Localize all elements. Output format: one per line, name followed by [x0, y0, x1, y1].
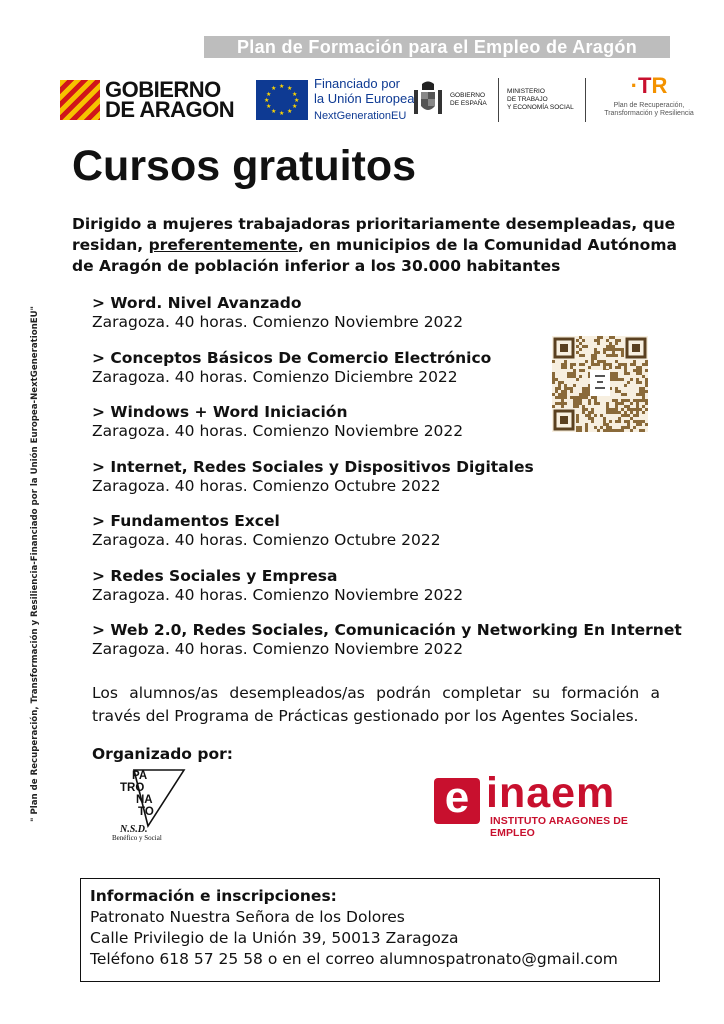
logo-divider: [585, 78, 586, 122]
info-box: [80, 878, 660, 982]
prtr-logo-icon: ·TR: [630, 73, 668, 98]
course-item: [92, 567, 702, 622]
patronato-logo: [98, 768, 194, 844]
course-detail: Zaragoza. 40 horas. Comienzo Noviembre 2022: [92, 640, 464, 658]
patronato-subtitle: Benéfico y Social: [112, 834, 162, 842]
course-detail: Zaragoza. 40 horas. Comienzo Noviembre 2022: [92, 313, 464, 331]
top-banner: Plan de Formación para el Empleo de Aragón: [204, 36, 670, 58]
patronato-word: PA: [132, 770, 148, 782]
gobierno-line-2: DE ESPAÑA: [450, 100, 487, 107]
course-title: > Word. Nivel Avanzado: [92, 294, 302, 312]
patronato-nsd: N.S.D.: [120, 824, 148, 835]
course-item: [92, 621, 702, 676]
inaem-logo: [434, 769, 664, 839]
ministerio-line-2: DE TRABAJO: [507, 96, 548, 103]
gobierno-espana-logo: [412, 76, 594, 124]
course-detail: Zaragoza. 40 horas. Comienzo Noviembre 2022: [92, 422, 464, 440]
eu-line-3: NextGenerationEU: [314, 110, 407, 122]
eu-funding-logo: [256, 76, 414, 124]
eu-line-2: la Unión Europea: [314, 91, 415, 106]
sponsor-logos: [60, 74, 710, 128]
info-address: Calle Privilegio de la Unión 39, 50013 Zaragoza: [90, 929, 459, 947]
practicas-paragraph: Los alumnos/as desempleados/as podrán completar su formación a través del Programa de Prácticas gestionado por los Agentes Sociales.: [92, 684, 660, 725]
patronato-word: NA: [136, 794, 153, 806]
intro-before: Dirigido a mujeres trabajadoras prioritariamente desempleadas, que residan,: [72, 215, 676, 254]
intro-after: , en municipios de la Comunidad Autónoma de Aragón de población inferior a los 30.000 habitantes: [72, 236, 677, 275]
prtr-line-2: Transformación y Resiliencia: [604, 110, 694, 117]
aragon-line-1: GOBIERNO: [105, 77, 221, 102]
info-heading: Información e inscripciones:: [90, 887, 337, 905]
vertical-funding-note: " Plan de Recuperación, Transformación y Resiliencia-Financiado por la Unión Europea-NextGenerationEU": [30, 305, 40, 822]
course-detail: Zaragoza. 40 horas. Comienzo Diciembre 2022: [92, 367, 458, 386]
course-title: > Web 2.0, Redes Sociales, Comunicación y Networking En Internet: [92, 621, 682, 639]
organizado-por-label: Organizado por:: [92, 745, 233, 763]
info-organization: Patronato Nuestra Señora de los Dolores: [90, 908, 405, 926]
eu-flag-icon: ★ ★ ★ ★ ★ ★ ★ ★ ★ ★ ★ ★: [256, 80, 308, 120]
inaem-subtitle: INSTITUTO ARAGONES DE EMPLEO: [490, 815, 629, 839]
course-title: > Conceptos Básicos De Comercio Electrónico: [92, 348, 492, 367]
course-detail: Zaragoza. 40 horas. Comienzo Octubre 2022: [92, 531, 441, 549]
spain-crest-icon: [412, 80, 444, 120]
course-title: > Internet, Redes Sociales y Dispositivos Digitales: [92, 457, 534, 476]
inaem-logo-icon: e: [434, 778, 480, 824]
course-title: > Fundamentos Excel: [92, 512, 280, 530]
aragon-flag-icon: [60, 80, 100, 120]
patronato-word: TRO: [120, 782, 145, 794]
prtr-logo: [588, 74, 710, 124]
course-item: [92, 512, 702, 567]
course-item: [92, 458, 702, 513]
ministerio-line-3: Y ECONOMÍA SOCIAL: [507, 104, 574, 111]
info-contact[interactable]: Teléfono 618 57 25 58 o en el correo alumnospatronato@gmail.com: [90, 950, 618, 968]
logo-divider: [498, 78, 499, 122]
inaem-wordmark: inaem: [486, 769, 616, 817]
course-title: > Windows + Word Iniciación: [92, 403, 348, 421]
gobierno-aragon-logo: [60, 78, 234, 122]
intro-text: [72, 214, 688, 277]
course-detail: Zaragoza. 40 horas. Comienzo Octubre 2022: [92, 476, 441, 495]
prtr-line-1: Plan de Recuperación,: [613, 102, 685, 109]
course-title: > Redes Sociales y Empresa: [92, 566, 338, 585]
course-detail: Zaragoza. 40 horas. Comienzo Noviembre 2022: [92, 585, 464, 604]
aragon-line-2: DE ARAGON: [105, 97, 235, 122]
qr-code-icon[interactable]: [552, 336, 648, 432]
patronato-word: TO: [138, 806, 154, 818]
ministerio-line-1: MINISTERIO: [507, 88, 545, 95]
page-title: Cursos gratuitos: [72, 142, 417, 190]
intro-underlined: preferentemente: [148, 236, 298, 254]
gobierno-line-1: GOBIERNO: [450, 92, 486, 99]
eu-line-1: Financiado por: [314, 76, 400, 91]
